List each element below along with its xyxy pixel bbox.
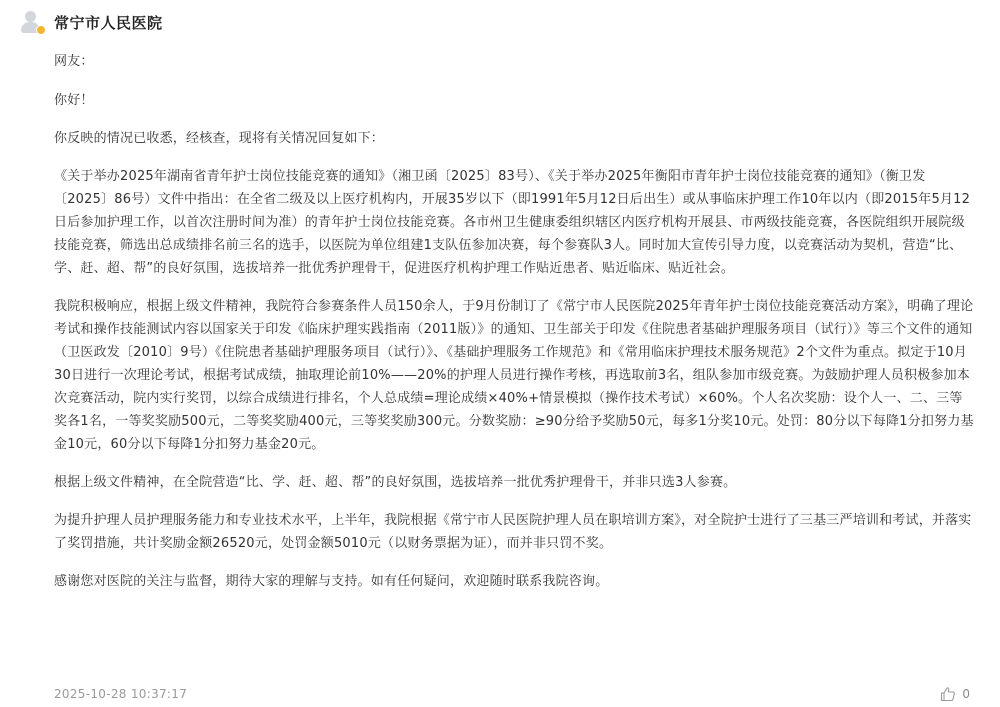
like-button[interactable] bbox=[940, 686, 970, 702]
like-count: 0 bbox=[962, 687, 970, 701]
reply-paragraph-2: 我院积极响应，根据上级文件精神，我院符合参赛条件人员150余人，于9月份制订了《常宁市人民医院2025年青年护士岗位技能竞赛活动方案》，明确了理论考试和操作技能测试内容以国家关于印发《临床护理实践指南（2011版）》的通知、卫生部关于印发《住院患者基础护理服务项目（试行）》等三个文件的通知（卫医政发〔2010〕9号）《住院患者基础护理服务项目（试行）》、《基础护理服务工作规范》和《常用临床护理技术服务规范》2个文件为重点。拟定于10月30日进行一次理论考试，根据考试成绩，抽取理论前10%——20%的护理人员进行操作考核，再选取前3名，组队参加市级竞赛。为鼓励护理人员积极参加本次竞赛活动，院内实行奖罚，以综合成绩进行排名，个人总成绩=理论成绩×40%+情景模拟（操作技术考试）×60%。个人名次奖励：设个人一、二、三等奖各1名，一等奖奖励500元，二等奖奖励400元，三等奖奖励300元。分数奖励：≥90分给予奖励50元，每多1分奖10元。处罚：80分以下每降1分扣努力基金10元，60分以下每降1分扣努力基金20元。 bbox=[54, 299, 974, 452]
reply-intro: 你反映的情况已收悉，经核查，现将有关情况回复如下： bbox=[54, 131, 385, 146]
reply-paragraph-1: 《关于举办2025年湖南省青年护士岗位技能竞赛的通知》（湘卫函〔2025〕83号）、《关于举办2025年衡阳市青年护士岗位技能竞赛的通知》（衡卫发〔2025〕86号）文件中指出：在全省二级及以上医疗机构内，开展35岁以下（即1991年5月12日后出生）或从事临床护理工作10年以内（即2015年5月12日后参加护理工作，以首次注册时间为准）的青年护士岗位技能竞赛。各市州卫生健康委组织辖区内医疗机构开展县、市两级技能竞赛，各医院组织开展院级技能竞赛，筛选出总成绩排名前三名的选手，以医院为单位组建1支队伍参加决赛，每个参赛队3人。同时加大宣传引导力度，以竞赛活动为契机，营造“比、学、赶、超、帮”的良好氛围，选拔培养一批优秀护理骨干，促进医疗机构护理工作贴近患者、贴近临床、贴近社会。 bbox=[54, 169, 971, 276]
avatar[interactable] bbox=[20, 10, 44, 34]
thumbs-up-icon bbox=[940, 686, 956, 702]
author-name[interactable]: 常宁市人民医院 bbox=[54, 13, 163, 32]
reply-paragraph-3: 根据上级文件精神，在全院营造“比、学、赶、超、帮”的良好氛围，选拔培养一批优秀护理骨干，并非只选3人参赛。 bbox=[54, 475, 737, 490]
user-avatar-icon bbox=[25, 11, 36, 22]
reply-content bbox=[54, 50, 974, 608]
reply-closing: 感谢您对医院的关注与监督，期待大家的理解与支持。如有任何疑问，欢迎随时联系我院咨询。 bbox=[54, 574, 609, 589]
reply-paragraph-4: 为提升护理人员护理服务能力和专业技术水平，上半年，我院根据《常宁市人民医院护理人员在职培训方案》，对全院护士进行了三基三严培训和考试，并落实了奖罚措施，共计奖励金额26520元，处罚金额5010元（以财务票据为证），而并非只罚不奖。 bbox=[54, 513, 972, 551]
reply-footer bbox=[54, 684, 970, 704]
reply-greeting: 网友： bbox=[54, 54, 94, 69]
reply-timestamp: 2025-10-28 10:37:17 bbox=[54, 687, 188, 701]
reply-header bbox=[20, 8, 163, 36]
reply-hello: 你好！ bbox=[54, 93, 94, 108]
verified-badge-icon bbox=[36, 25, 46, 35]
